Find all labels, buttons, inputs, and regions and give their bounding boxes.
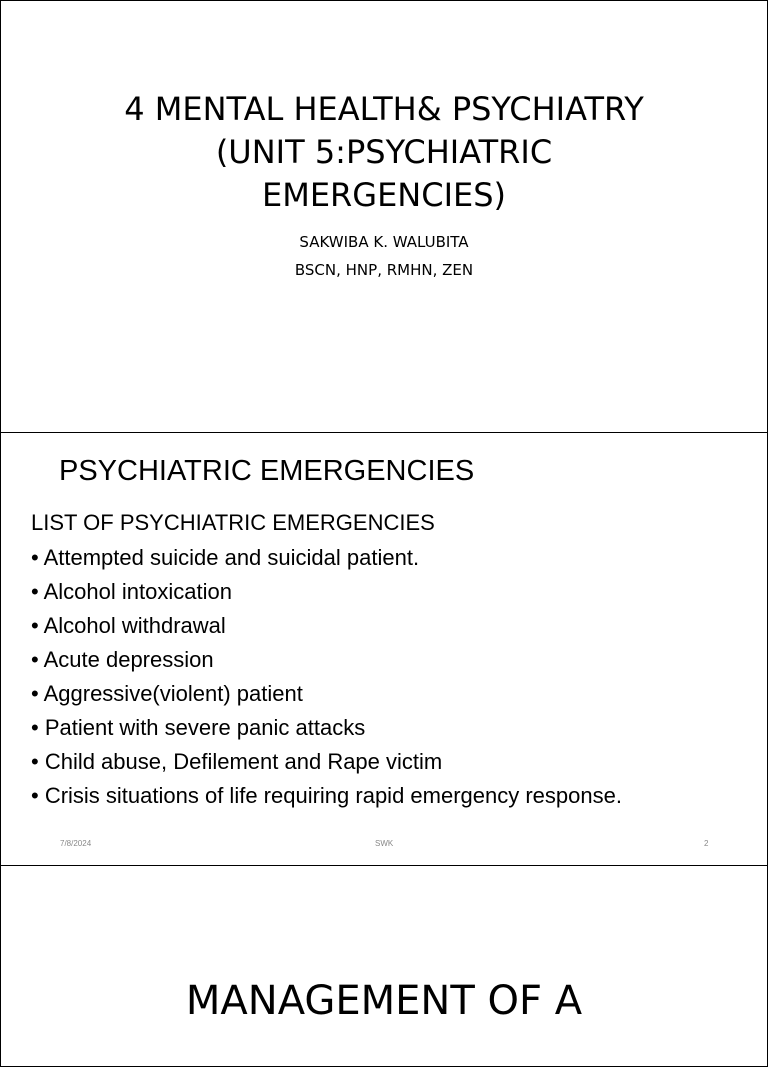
footer-page-number: 2 (704, 839, 709, 848)
list-item: • Child abuse, Defilement and Rape victim (31, 749, 443, 774)
list-item: • Alcohol withdrawal (31, 613, 226, 638)
list-item: • Crisis situations of life requiring rapid emergency response. (31, 783, 622, 808)
footer-author-initials: SWK (375, 839, 394, 848)
title-line: EMERGENCIES) (261, 176, 507, 214)
title-line: 4 MENTAL HEALTH& PSYCHIATRY (124, 90, 644, 128)
slide-3-title: MANAGEMENT OF A (185, 978, 583, 1024)
list-item: • Acute depression (31, 647, 214, 672)
list-item: • Aggressive(violent) patient (31, 681, 303, 706)
author-credentials: BSCN, HNP, RMHN, ZEN (294, 261, 474, 279)
list-item: • Alcohol intoxication (31, 579, 232, 604)
slide-1-title (0, 88, 768, 217)
slide-1-subtitle (0, 228, 768, 284)
list-item: • Patient with severe panic attacks (31, 715, 366, 740)
title-line: (UNIT 5:PSYCHIATRIC (215, 133, 553, 171)
slide-2-title: PSYCHIATRIC EMERGENCIES (59, 455, 475, 487)
list-item: • Attempted suicide and suicidal patient. (31, 545, 420, 570)
list-heading: LIST OF PSYCHIATRIC EMERGENCIES (31, 510, 435, 535)
emergency-list (31, 541, 622, 813)
author-name: SAKWIBA K. WALUBITA (299, 233, 469, 251)
footer-date: 7/8/2024 (60, 839, 92, 848)
slide-3 (0, 865, 768, 1067)
